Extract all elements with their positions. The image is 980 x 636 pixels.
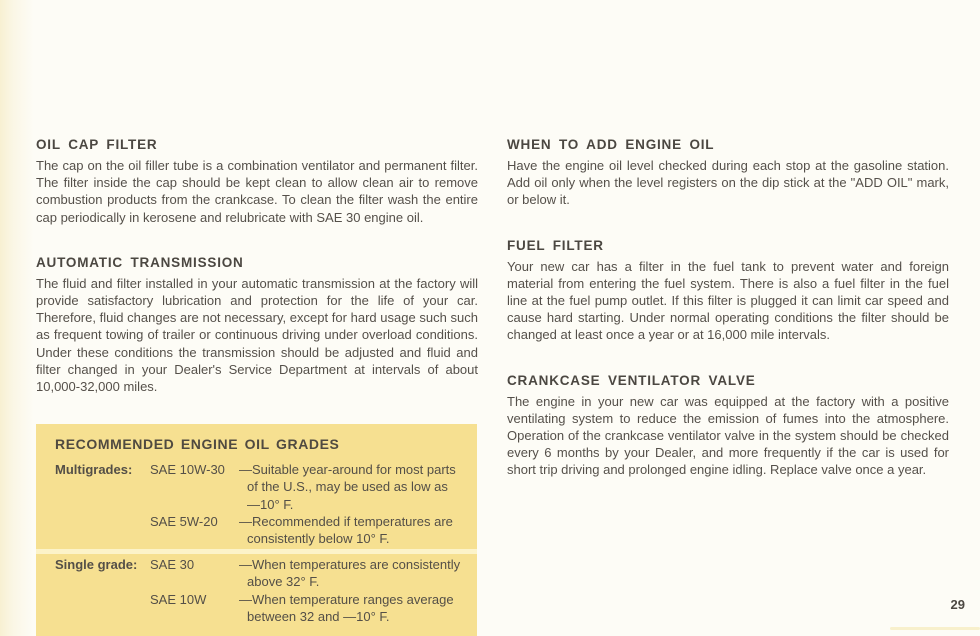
oil-grade-row — [55, 556, 461, 590]
section-heading: FUEL FILTER — [507, 237, 604, 253]
section-body: Your new car has a filter in the fuel tank to prevent water and foreign material from entering the fuel system. There is also a fuel filter in the fuel line at the fuel pump outlet. If this filter is plugged it can limit car speed and cause hard starting. Under normal operating conditions the filter should be changed at least once a year or at 16,000 mile intervals. — [507, 258, 949, 343]
grade-category-label: Single grade: — [55, 557, 138, 573]
left-column — [36, 137, 478, 636]
grade-category-label: Multigrades: — [55, 462, 133, 478]
section-automatic-transmission — [36, 255, 478, 395]
section-fuel-filter — [507, 238, 949, 344]
section-body: The cap on the oil filler tube is a combination ventilator and permanent filter. The filter inside the cap should be kept clean to allow clean air to remove combustion products from the crankcase. To clean the filter wash the entire cap periodically in kerosene and relubricate with SAE 30 engine oil. — [36, 158, 478, 225]
scan-gutter-shadow — [0, 0, 34, 636]
grade-name: SAE 5W-20 — [150, 513, 218, 529]
section-when-to-add-engine-oil — [507, 137, 949, 209]
scan-smudge — [890, 627, 980, 630]
grade-description: —Recommended if temperatures are consistently below 10° F. — [239, 513, 453, 547]
section-heading: WHEN TO ADD ENGINE OIL — [507, 137, 715, 152]
page-number: 29 — [950, 597, 965, 612]
grade-description: —Suitable year-around for most parts of the U.S., may be used as low as —10° F. — [239, 462, 456, 512]
grade-name: SAE 30 — [150, 557, 195, 573]
section-body: The fluid and filter installed in your automatic transmission at the factory will provide satisfactory lubrication and protection for the life of your car. Therefore, fluid changes are not necessary, except for hard usage such such as frequent towing of trailer or continuous driving under overload conditions. Under these conditions the transmission should be adjusted and fluid and filter changed in your Dealer's Service Department at intervals of about 10,000-32,000 miles. — [36, 275, 478, 395]
oil-grade-row — [55, 461, 461, 513]
grade-name: SAE 10W — [150, 591, 207, 607]
section-body: Have the engine oil level checked during each stop at the gasoline station. Add oil only when the level registers on the dip stick at the "ADD OIL" mark, or below it. — [507, 158, 949, 208]
oil-grades-box — [36, 424, 477, 636]
oil-grade-row — [55, 513, 461, 547]
section-oil-cap-filter — [36, 137, 478, 226]
grade-category-label — [55, 513, 150, 547]
oil-grades-heading: RECOMMENDED ENGINE OIL GRADES — [55, 436, 340, 453]
section-heading: OIL CAP FILTER — [36, 137, 158, 152]
section-heading: CRANKCASE VENTILATOR VALVE — [507, 372, 756, 388]
grade-name: SAE 10W-30 — [150, 462, 225, 478]
section-heading: AUTOMATIC TRANSMISSION — [36, 254, 244, 270]
section-crankcase-ventilator-valve — [507, 373, 949, 479]
oil-grade-row — [55, 591, 461, 625]
highlight-stripe — [36, 549, 477, 554]
grade-category-label — [55, 591, 150, 625]
section-body: The engine in your new car was equipped at the factory with a positive ventilating system to reduce the emission of fumes into the atmosphere. Operation of the crankcase ventilator valve in the system should be checked every 6 months by your Dealer, and more frequently if the car is used for short trip driving and prolonged engine idling. Replace valve once a year. — [507, 393, 949, 478]
right-column — [507, 137, 949, 508]
grade-description: —When temperatures are consistently above 32° F. — [239, 557, 461, 590]
grade-description: —When temperature ranges average between 32 and —10° F. — [239, 591, 454, 624]
